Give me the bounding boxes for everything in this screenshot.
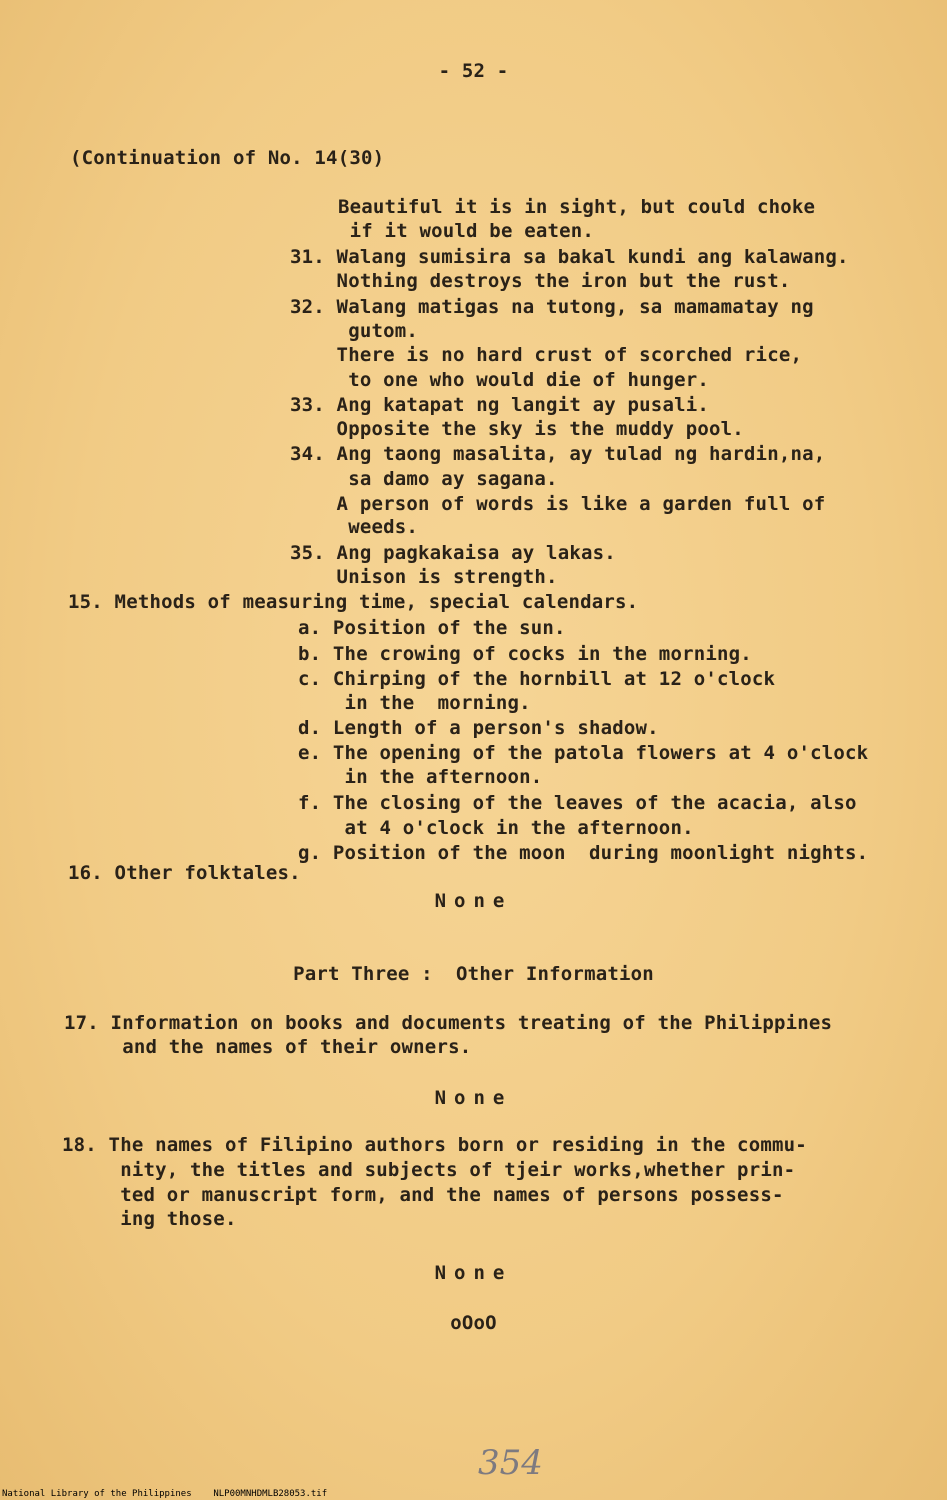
- proverb-line: gutom.: [290, 320, 419, 342]
- proverb-line: if it would be eaten.: [338, 220, 595, 242]
- item15-line: f. The closing of the leaves of the acacia, also: [298, 792, 857, 814]
- item16-heading: 16. Other folktales.: [68, 862, 301, 884]
- continuation-heading: (Continuation of No. 14(30): [70, 147, 385, 169]
- page-number: - 52 -: [438, 60, 509, 82]
- none-label-17: None: [434, 1087, 513, 1109]
- proverb-line: 33. Ang katapat ng langit ay pusali.: [290, 394, 710, 416]
- item15-line: b. The crowing of cocks in the morning.: [298, 643, 752, 665]
- proverb-line: A person of words is like a garden full of: [290, 493, 826, 515]
- proverb-line: weeds.: [290, 516, 419, 538]
- item18-line: ing those.: [62, 1208, 237, 1230]
- handwritten-number: 354: [478, 1443, 543, 1483]
- proverb-line: Beautiful it is in sight, but could choke: [338, 196, 816, 218]
- item17-line: 17. Information on books and documents treating of the Philippines: [64, 1012, 833, 1034]
- proverb-line: Nothing destroys the iron but the rust.: [290, 270, 791, 292]
- proverb-line: sa damo ay sagana.: [290, 468, 558, 490]
- proverb-line: There is no hard crust of scorched rice,: [290, 344, 803, 366]
- proverb-line: 35. Ang pagkakaisa ay lakas.: [290, 542, 616, 564]
- item18-line: 18. The names of Filipino authors born or residing in the commu-: [62, 1134, 807, 1156]
- footer-left: National Library of the Philippines: [2, 1489, 192, 1499]
- item15-line: at 4 o'clock in the afternoon.: [298, 817, 694, 839]
- none-label-16: None: [434, 890, 513, 912]
- proverb-line: 31. Walang sumisira sa bakal kundi ang kalawang.: [290, 246, 849, 268]
- item15-line: e. The opening of the patola flowers at 4 o'clock: [298, 742, 869, 764]
- item15-line: a. Position of the sun.: [298, 617, 566, 639]
- proverb-line: Opposite the sky is the muddy pool.: [290, 418, 744, 440]
- item15-line: c. Chirping of the hornbill at 12 o'clock: [298, 668, 776, 690]
- part-three-title: Part Three : Other Information: [293, 963, 654, 985]
- proverb-line: 32. Walang matigas na tutong, sa mamamatay ng: [290, 296, 814, 318]
- proverb-line: to one who would die of hunger.: [290, 369, 710, 391]
- footer: [2, 1489, 327, 1499]
- item18-line: nity, the titles and subjects of tjeir works,whether prin-: [62, 1159, 796, 1181]
- item15-heading: 15. Methods of measuring time, special calendars.: [68, 591, 639, 613]
- item15-line: d. Length of a person's shadow.: [298, 717, 659, 739]
- item18-line: ted or manuscript form, and the names of persons possess-: [62, 1184, 784, 1206]
- none-label-18: None: [434, 1262, 513, 1284]
- item15-line: in the afternoon.: [298, 766, 543, 788]
- item17-line: and the names of their owners.: [64, 1036, 472, 1058]
- footer-right: NLP00MNHDMLB28053.tif: [213, 1489, 328, 1499]
- proverb-line: Unison is strength.: [290, 566, 558, 588]
- end-mark: oOoO: [450, 1312, 497, 1334]
- proverb-line: 34. Ang taong masalita, ay tulad ng hardin,na,: [290, 443, 826, 465]
- item15-line: in the morning.: [298, 692, 531, 714]
- item15-line: g. Position of the moon during moonlight nights.: [298, 842, 869, 864]
